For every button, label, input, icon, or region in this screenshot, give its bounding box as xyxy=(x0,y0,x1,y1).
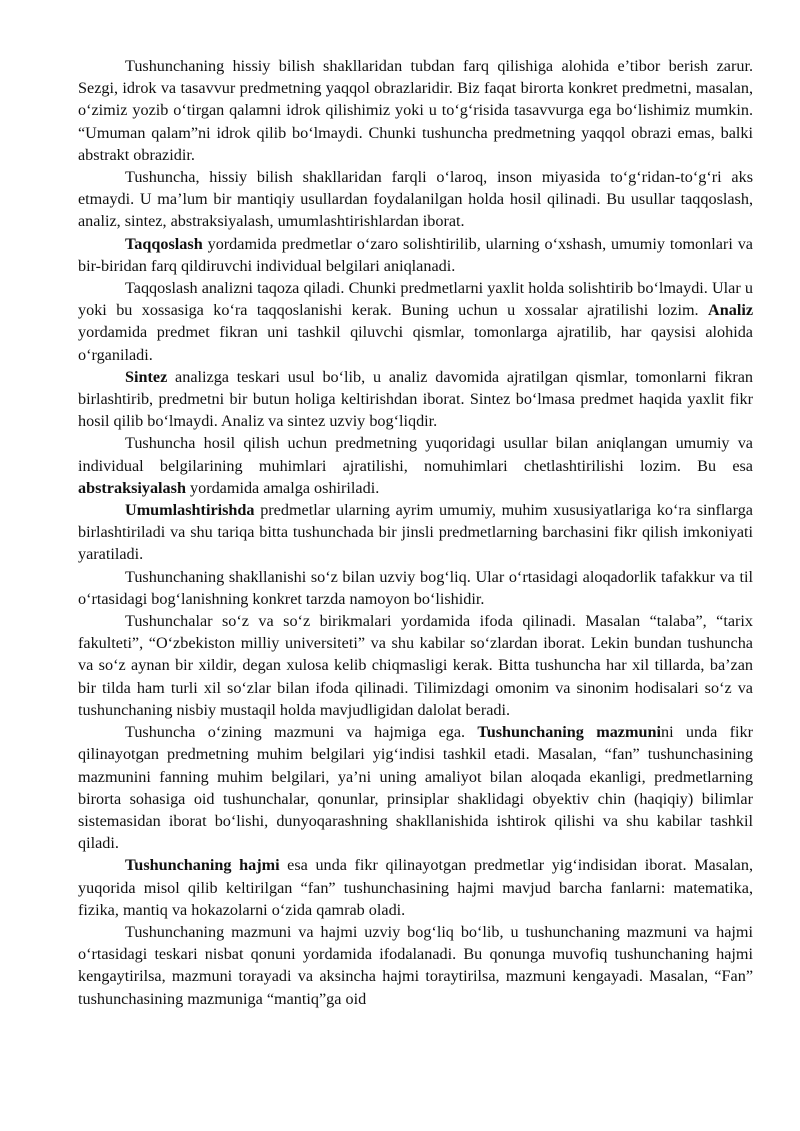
text-run: Tushuncha, hissiy bilish shakllaridan farqli o‘laroq, inson miyasida to‘g‘ridan-to‘g‘ri aks etmaydi. U ma’lum bir mantiqiy usullardan foydalanilgan holda hosil qilinadi. Bu usullar taqqoslash, analiz, sintez, abstraksiyalash, umumlashtirishlardan iborat. xyxy=(78,168,753,231)
paragraph-3 xyxy=(78,233,753,277)
paragraph-12 xyxy=(78,921,753,1010)
text-run: esa unda fikr qilinayotgan predmetlar yig‘indisidan iborat. Masalan, yuqorida misol qilib keltirilgan “fan” tushunchasining hajmi mavjud barcha fanlarni: matematika, fizika, mantiq va hokazolarni o‘zida qamrab oladi. xyxy=(78,856,754,919)
text-run: Tushunchalar so‘z va so‘z birikmalari yordamida ifoda qilinadi. Masalan “talaba”, “tarix fakulteti”, “O‘zbekiston milliy universiteti” va shu kabilar so‘zlardan iborat. Lekin bundan tushuncha va so‘z aynan bir xildir, degan xulosa kelib chiqmasligi kerak. Bitta tushuncha har xil tillarda, ba’zan bir tilda ham turli xil so‘zlar bilan ifoda qilinadi. Tilimizdagi omonim va sinonim hodisalari so‘z va tushunchaning nisbiy mustaqil holda mavjudligidan dalolat beradi. xyxy=(78,612,753,719)
text-run: ni unda fikr qilinayotgan predmetning muhim belgilari yig‘indisi tashkil etadi. Masalan, “fan” tushunchasining mazmunini fanning muhim belgilari, ya’ni uning amaliyot bilan aloqada ekanligi, predmetlarning birorta sohasiga oid tushunchalar, qonunlar, prinsiplar shaklidagi obyektiv chin (haqiqiy) bilimlar sistemasidan iborat bo‘lishi, dunyoqarashning shakllanishida ishtirok qilishi va shu kabilar tashkil qiladi. xyxy=(78,723,754,853)
text-run: Tushunchaning shakllanishi so‘z bilan uzviy bog‘liq. Ular o‘rtasidagi aloqadorlik tafakkur va til o‘rtasidagi bog‘lanishning konkret tarzda namoyon bo‘lishidir. xyxy=(78,567,753,608)
paragraph-1 xyxy=(78,55,753,166)
text-run: yordamida predmet fikran uni tashkil qiluvchi qismlar, tomonlarga ajratilib, har qaysisi alohida o‘rganiladi. xyxy=(78,323,753,364)
text-run: Tushuncha o‘zining mazmuni va hajmiga ega. xyxy=(125,723,478,742)
term-sintez: Sintez xyxy=(125,367,168,386)
text-run: Tushuncha hosil qilish uchun predmetning yuqoridagi usullar bilan aniqlangan umumiy va individual belgilarining muhimlari ajratilishi, nomuhimlari chetlashtirilishi lozim. Bu esa xyxy=(78,434,753,475)
text-run: Taqqoslash analizni taqoza qiladi. Chunki predmetlarni yaxlit holda solishtirib bo‘lmaydi. Ular u yoki bu xossasiga ko‘ra taqqoslanishi kerak. Buning uchun u xossalar ajratilishi lozim. xyxy=(78,279,753,320)
paragraph-6 xyxy=(78,432,753,499)
term-tushunchaning-mazmuni: Tushunchaning mazmuni xyxy=(477,723,661,742)
text-run: predmetlar ularning ayrim umumiy, muhim xususiyatlariga ko‘ra sinflarga birlashtiriladi va shu tariqa bitta tushunchada bir jinsli predmetlarning barchasini fikr qilish imkoniyati yaratiladi. xyxy=(78,501,753,564)
paragraph-11 xyxy=(78,854,753,921)
text-run: analizga teskari usul bo‘lib, u analiz davomida ajratilgan qismlar, tomonlarni fikran birlashtirib, predmetni bir butun holiga keltirishdan iborat. Sintez bo‘lmasa predmet haqida yaxlit fikr hosil qilib bo‘lmaydi. Analiz va sintez uzviy bog‘liqdir. xyxy=(78,367,753,431)
text-run: Tushunchaning hissiy bilish shakllaridan tubdan farq qilishiga alohida e’tibor berish zarur. Sezgi, idrok va tasavvur predmetning yaqqol obrazlaridir. Biz faqat birorta konkret predmetni, masalan, o‘zimiz yozib o‘tirgan qalamni idrok qilishimiz yoki u to‘g‘risida tasavvurga ega bo‘lishimiz mumkin. “Umuman qalam”ni idrok qilib bo‘lmaydi. Chunki tushuncha predmetning yaqqol obrazi emas, balki abstrakt obrazidir. xyxy=(78,57,753,164)
term-taqqoslash: Taqqoslash xyxy=(125,234,203,253)
term-analiz: Analiz xyxy=(708,301,753,320)
paragraph-4 xyxy=(78,277,753,366)
text-run: yordamida predmetlar o‘zaro solishtirilib, ularning o‘xshash, umumiy tomonlari va bir-biridan farq qildiruvchi individual belgilari aniqlanadi. xyxy=(78,234,753,275)
term-tushunchaning-hajmi: Tushunchaning hajmi xyxy=(125,856,280,875)
document-page xyxy=(78,55,753,1010)
paragraph-2 xyxy=(78,166,753,233)
term-abstraksiyalash: abstraksiyalash xyxy=(78,478,186,497)
term-umumlashtirishda: Umumlashtirishda xyxy=(125,501,255,520)
paragraph-5 xyxy=(78,366,753,433)
text-run: yordamida amalga oshiriladi. xyxy=(185,478,380,497)
paragraph-9 xyxy=(78,610,753,721)
paragraph-10 xyxy=(78,721,753,854)
paragraph-8 xyxy=(78,566,753,610)
paragraph-7 xyxy=(78,499,753,566)
text-run: Tushunchaning mazmuni va hajmi uzviy bog‘liq bo‘lib, u tushunchaning mazmuni va hajmi o‘rtasidagi teskari nisbat qonuni yordamida ifodalanadi. Bu qonunga muvofiq tushunchaning hajmi kengaytirilsa, mazmuni torayadi va aksincha hajmi toraytirilsa, mazmuni kengayadi. Masalan, “Fan” tushunchasining mazmuniga “mantiq”ga oid xyxy=(78,922,753,1008)
